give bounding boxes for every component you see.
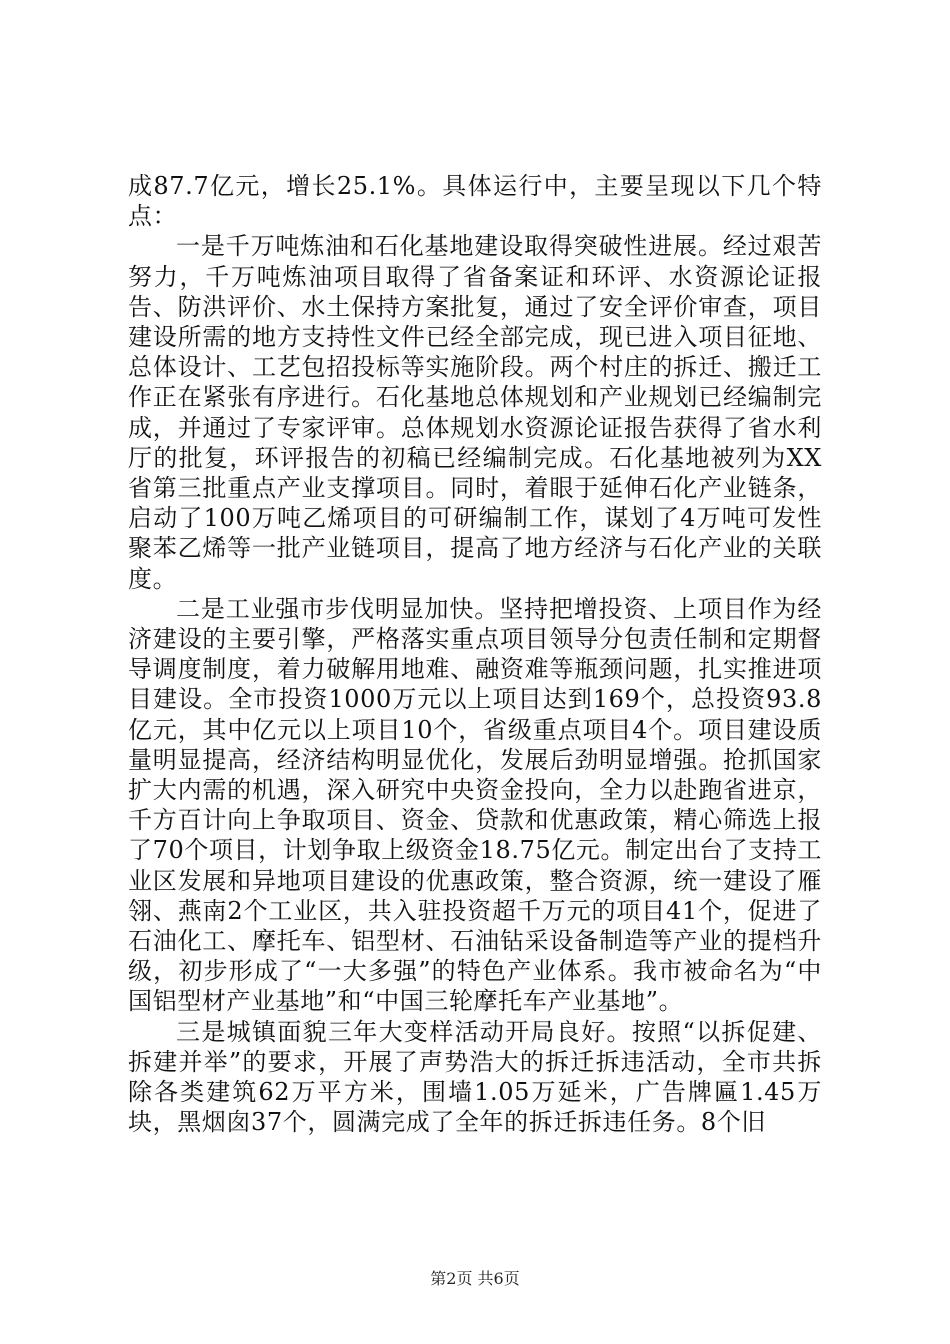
paragraph-intro: 成87.7亿元，增长25.1%。具体运行中，主要呈现以下几个特点： xyxy=(128,172,822,231)
document-body xyxy=(128,171,822,1138)
paragraph-refining-base: 一是千万吨炼油和石化基地建设取得突破性进展。经过艰苦努力，千万吨炼油项目取得了省备案证和环评、水资源论证报告、防洪评价、水土保持方案批复，通过了安全评价审查，项目建设所需的地方支持性文件已经全部完成，现已进入项目征地、总体设计、工艺包招投标等实施阶段。两个村庄的拆迁、搬迁工作正在紧张有序进行。石化基地总体规划和产业规划已经编制完成，并通过了专家评审。总体规划水资源论证报告获得了省水利厅的批复，环评报告的初稿已经编制完成。石化基地被列为XX省第三批重点产业支撑项目。同时，着眼于延伸石化产业链条，启动了100万吨乙烯项目的可研编制工作，谋划了4万吨可发性聚苯乙烯等一批产业链项目，提高了地方经济与石化产业的关联度。 xyxy=(128,232,822,593)
paragraph-town-appearance: 三是城镇面貌三年大变样活动开局良好。按照“以拆促建、拆建并举”的要求，开展了声势浩大的拆迁拆违活动，全市共拆除各类建筑62万平方米，围墙1.05万延米，广告牌匾1.45万块，黑烟囱37个，圆满完成了全年的拆迁拆违任务。8个旧 xyxy=(128,1017,822,1137)
page-footer: 第2页 共6页 xyxy=(430,1269,520,1288)
paragraph-industrial-city: 二是工业强市步伐明显加快。坚持把增投资、上项目作为经济建设的主要引擎，严格落实重点项目领导分包责任制和定期督导调度制度，着力破解用地难、融资难等瓶颈问题，扎实推进项目建设。全市投资1000万元以上项目达到169个，总投资93.8亿元，其中亿元以上项目10个，省级重点项目4个。项目建设质量明显提高，经济结构明显优化，发展后劲明显增强。抢抓国家扩大内需的机遇，深入研究中央资金投向，全力以赴跑省进京，千方百计向上争取项目、资金、贷款和优惠政策，精心筛选上报了70个项目，计划争取上级资金18.75亿元。制定出台了支持工业区发展和异地项目建设的优惠政策，整合资源，统一建设了雁翎、燕南2个工业区，共入驻投资超千万元的项目41个，促进了石油化工、摩托车、铝型材、石油钻采设备制造等产业的提档升级，初步形成了“一大多强”的特色产业体系。我市被命名为“中国铝型材产业基地”和“中国三轮摩托车产业基地”。 xyxy=(128,594,822,1016)
